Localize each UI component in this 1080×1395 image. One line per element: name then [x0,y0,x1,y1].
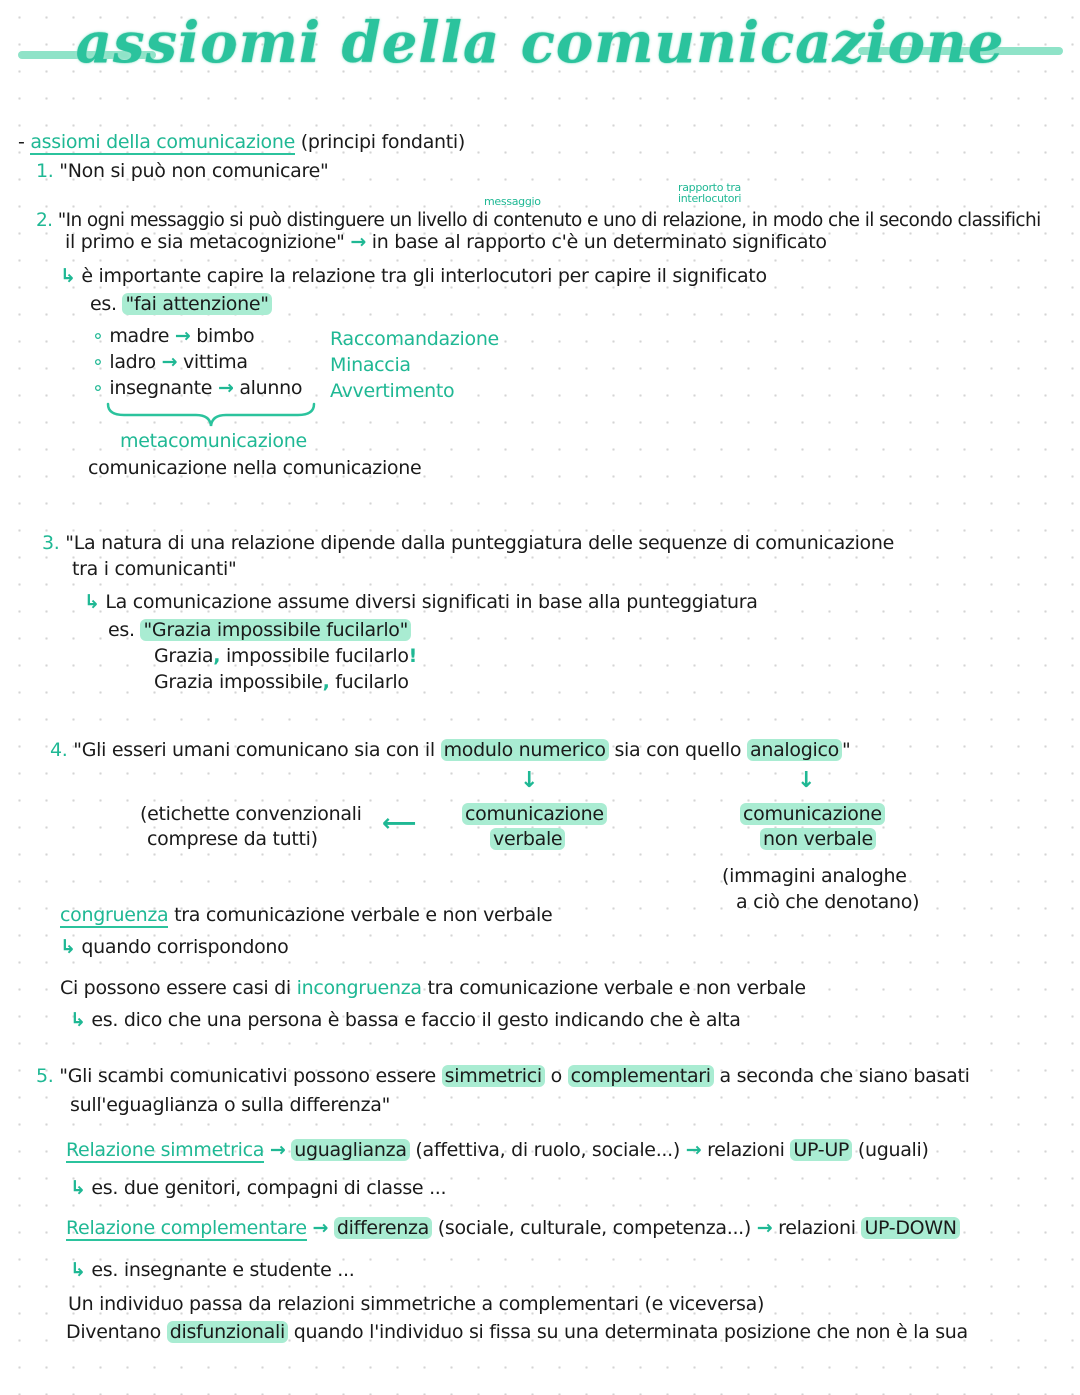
meta-label: metacomunicazione [120,430,307,452]
note-messaggio: messaggio [484,195,541,208]
intro-line: - assiomi della comunicazione (principi fondanti) [18,131,466,153]
note-interlocutori: interlocutori [678,192,742,205]
hook-arrow-icon: ↳ [60,265,76,287]
intro-heading: assiomi della comunicazione [30,131,296,153]
incongruenza-line: Ci possono essere casi di incongruenza tra comunicazione verbale e non verbale [60,977,806,999]
meta-def: comunicazione nella comunicazione [88,457,422,479]
meaning-1: Raccomandazione [330,328,499,350]
curly-brace-icon [104,402,318,428]
left-arrow-icon: ⟵ [382,809,417,837]
incongruenza-example: ↳ es. dico che una persona è bassa e faccio il gesto indicando che è alta [70,1009,741,1031]
right-arrow-icon: → [217,377,234,399]
right-arrow-icon: → [269,1139,286,1161]
axiom3-example: es. "Grazia impossibile fucilarlo" [108,620,411,642]
bullet-icon: ∘ [92,377,104,399]
rel-simm-line: Relazione simmetrica → uguaglianza (affettiva, di ruolo, sociale...) → relazioni UP-UP (uguali) [66,1139,929,1161]
hook-arrow-icon: ↳ [60,936,76,958]
verbal-desc-2: comprese da tutti) [147,828,318,850]
pair-2: ∘ ladro → vittima [92,351,248,373]
nonverbal-desc-1: (immagini analoghe [722,865,907,887]
hook-arrow-icon: ↳ [70,1177,86,1199]
compl-example: ↳ es. insegnante e studente ... [70,1259,355,1281]
down-arrow-icon: ↓ [520,768,539,793]
right-arrow-icon: → [685,1139,702,1161]
disfunzionali-line: Diventano disfunzionali quando l'individuo si fissa su una determinata posizione che non è la sua [66,1321,968,1343]
axiom2-line2: il primo e sia metacognizione" → in base al rapporto c'è un determinato significato [65,231,827,253]
meaning-2: Minaccia [330,354,411,376]
axiom4-line: 4. "Gli esseri umani comunicano sia con il modulo numerico sia con quello analogico " [50,739,851,761]
axiom3-note: ↳ La comunicazione assume diversi significati in base alla punteggiatura [84,591,758,613]
down-arrow-icon: ↓ [797,768,816,793]
right-arrow-icon: → [174,325,191,347]
congruenza-note: ↳ quando corrispondono [60,936,289,958]
axiom3-line2: tra i comunicanti" [72,558,237,580]
bullet-icon: ∘ [92,351,104,373]
verbal-desc-1: (etichette convenzionali [140,803,362,825]
simm-example: ↳ es. due genitori, compagni di classe ... [70,1177,447,1199]
meaning-3: Avvertimento [330,380,455,402]
congruenza-line: congruenza tra comunicazione verbale e non verbale [60,904,553,926]
pair-1: ∘ madre → bimbo [92,325,255,347]
axiom5-line1: 5. "Gli scambi comunicativi possono essere simmetrici o complementari a seconda che siano basati [36,1065,970,1087]
bullet-icon: ∘ [92,325,104,347]
nonverbal-label: comunicazione [740,804,885,826]
axiom2-note: ↳ è importante capire la relazione tra gli interlocutori per capire il significato [60,265,767,287]
axiom1: 1. "Non si può non comunicare" [36,160,329,182]
verbal-label: comunicazione [462,804,607,826]
page-title: assiomi della comunicazione [75,10,1005,76]
passa-line: Un individuo passa da relazioni simmetriche a complementari (e viceversa) [68,1293,765,1315]
axiom2-line1: 2. "In ogni messaggio si può distinguere un livello di contenuto e uno di relazione, in modo che il secondo classifichi [36,210,1041,231]
hook-arrow-icon: ↳ [70,1009,86,1031]
axiom3-ex2: Grazia impossibile, fucilarlo [154,671,409,693]
axiom2-example: es. "fai attenzione" [90,294,272,316]
nonverbal-desc-2: a ciò che denotano) [736,891,920,913]
axiom3-ex1: Grazia, impossibile fucilarlo! [154,645,418,667]
pair-3: ∘ insegnante → alunno [92,377,303,399]
hook-arrow-icon: ↳ [70,1259,86,1281]
nonverbal-label-2: non verbale [760,829,876,851]
right-arrow-icon: → [312,1217,329,1239]
right-arrow-icon: → [161,351,178,373]
axiom5-line2: sull'eguaglianza o sulla differenza" [70,1094,391,1116]
verbal-label-2: verbale [490,829,565,851]
hook-arrow-icon: ↳ [84,591,100,613]
axiom3-line1: 3. "La natura di una relazione dipende dalla punteggiatura delle sequenze di comunicazione [42,532,895,554]
right-arrow-icon: → [350,231,366,253]
note-rapporto: rapporto tra [678,181,741,194]
rel-compl-line: Relazione complementare → differenza (sociale, culturale, competenza...) → relazioni UP-DOWN [66,1218,960,1240]
right-arrow-icon: → [756,1217,773,1239]
